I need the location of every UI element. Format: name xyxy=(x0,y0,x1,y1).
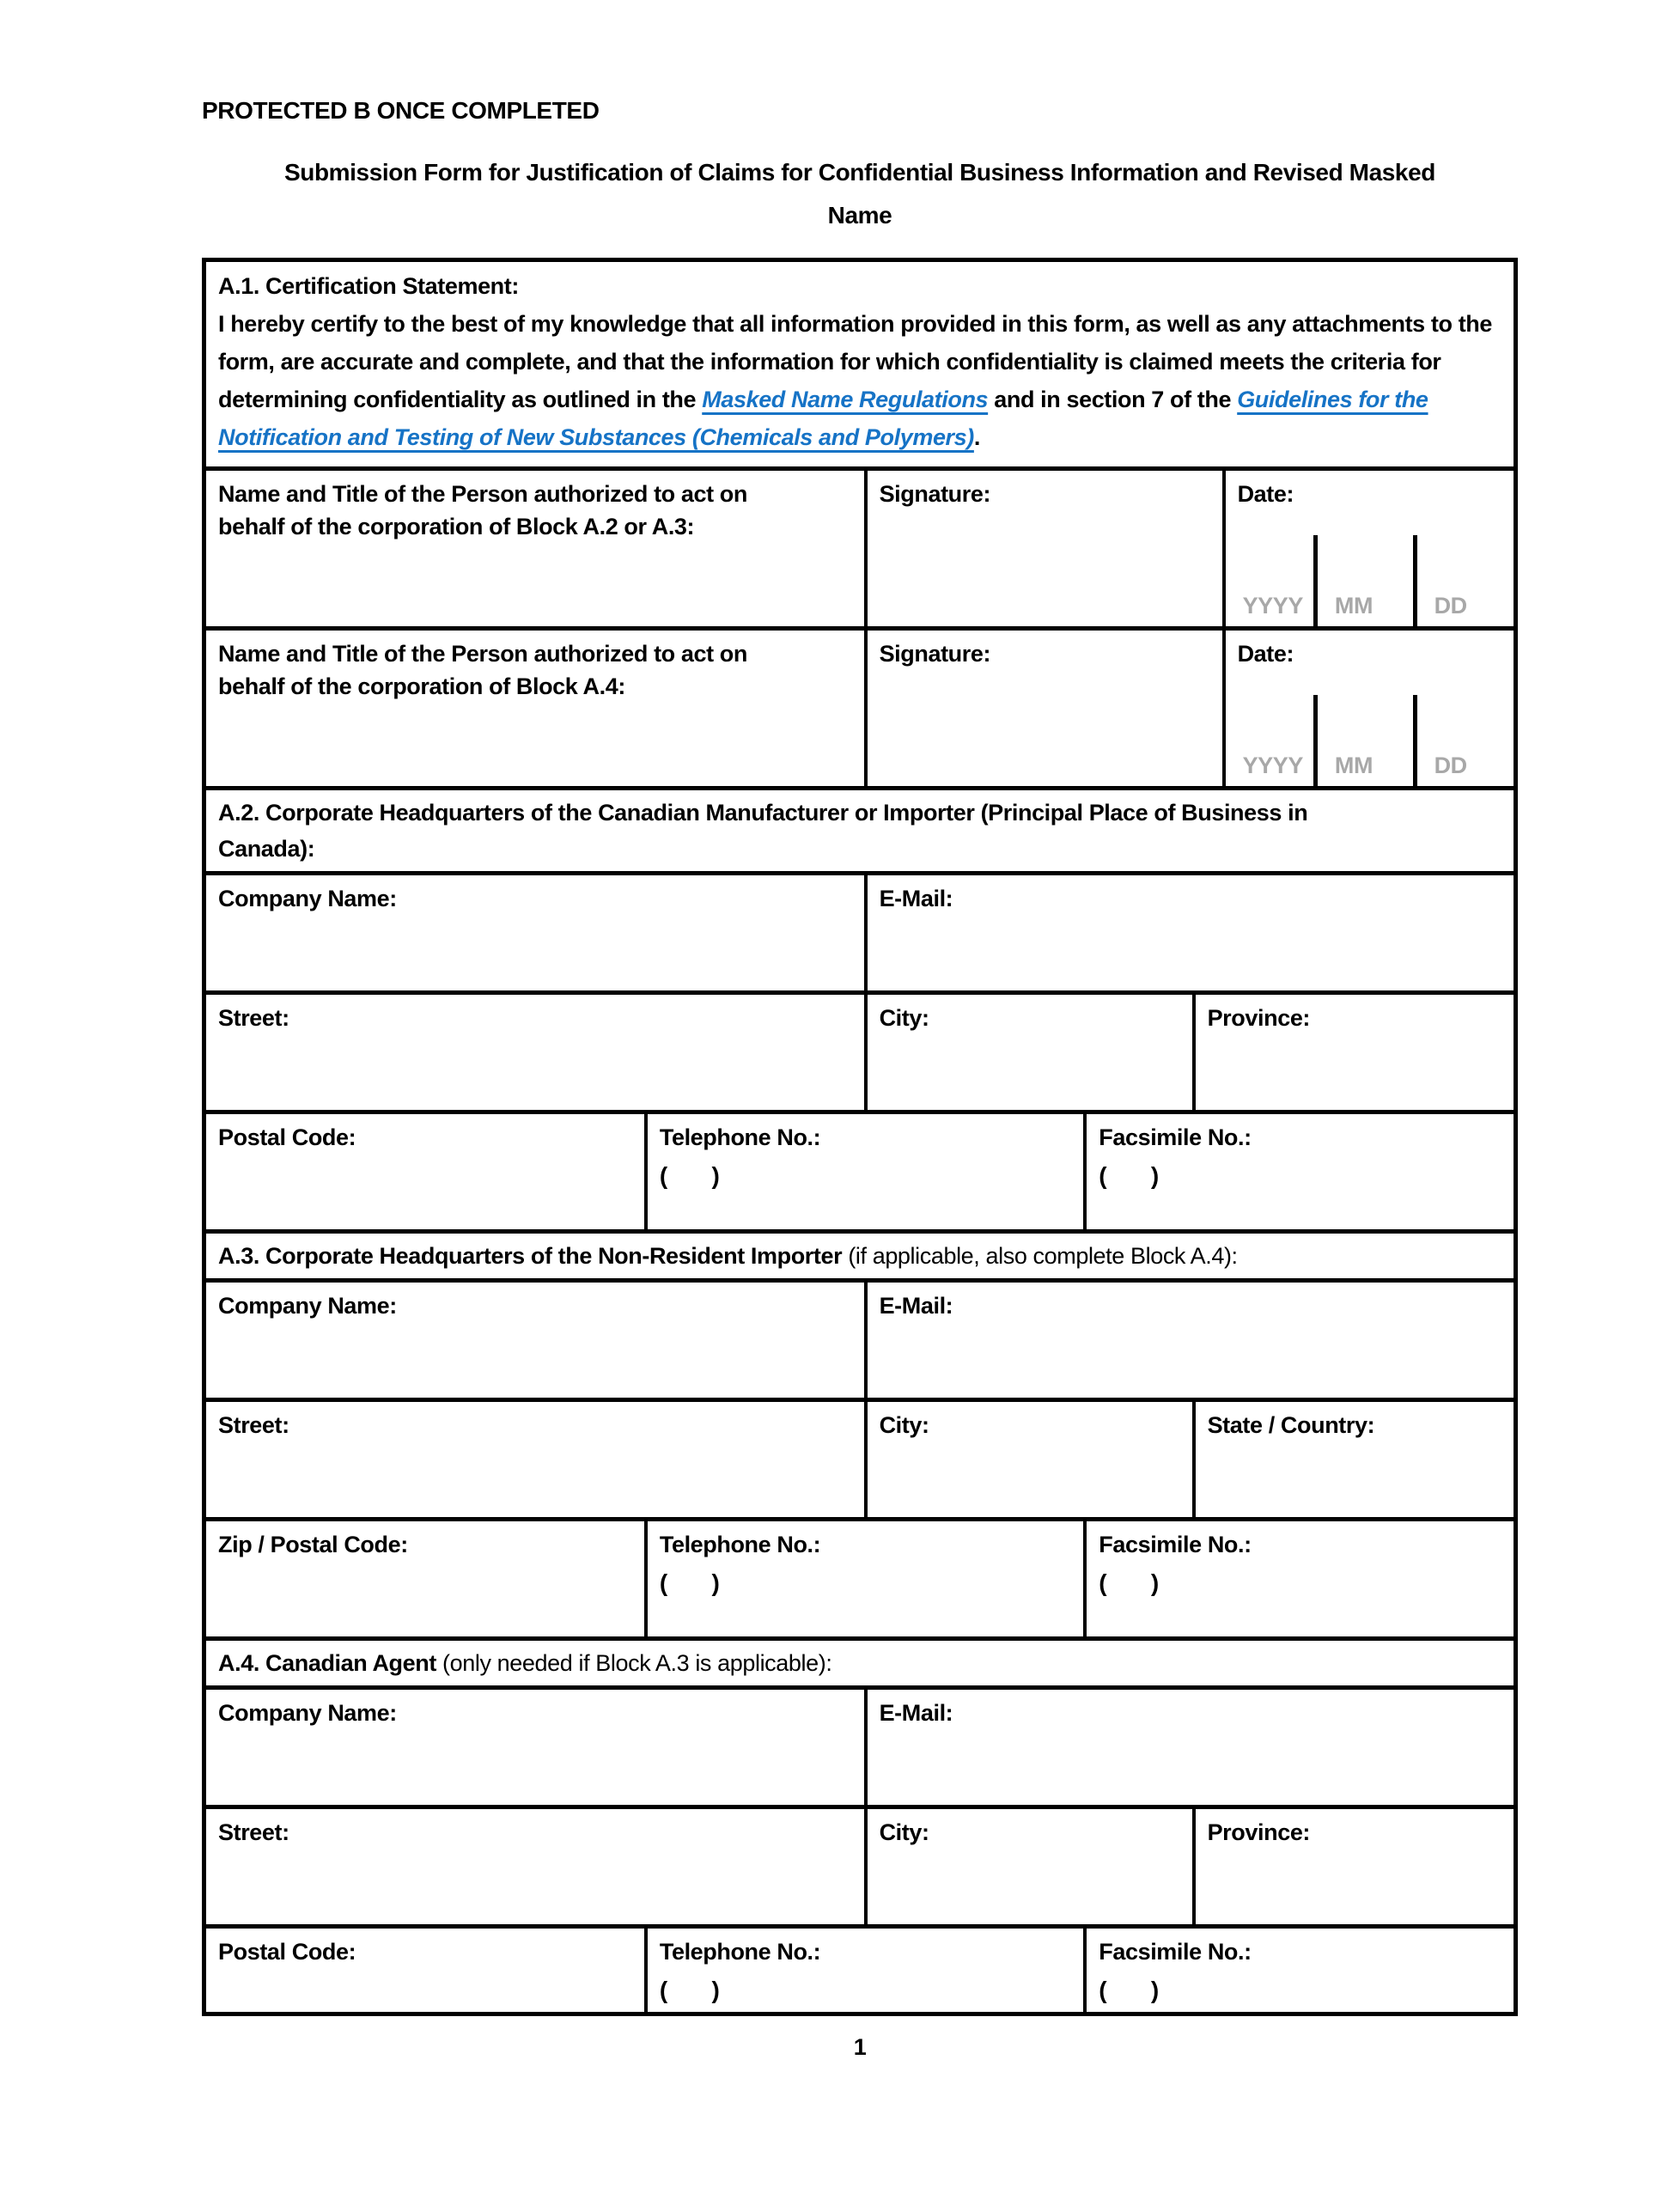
a3-state-country-field[interactable] xyxy=(1192,1402,1514,1517)
sig2-month-box[interactable] xyxy=(1313,695,1413,786)
sig1-name-title-label: Name and Title of the Person authorized to act on behalf of the corporation of Block A.2 or A.3: xyxy=(218,481,747,539)
a4-city-label: City: xyxy=(879,1819,929,1845)
a3-email-label: E-Mail: xyxy=(879,1293,953,1319)
a2-email-field[interactable] xyxy=(864,875,1514,990)
a3-street-label: Street: xyxy=(218,1412,289,1438)
a2-city-label: City: xyxy=(879,1005,929,1031)
a4-company-name-field[interactable] xyxy=(206,1690,864,1805)
sig1-month-box[interactable] xyxy=(1313,535,1413,626)
form-title-line2: Name xyxy=(827,202,892,229)
sig2-name-title-field[interactable] xyxy=(206,631,864,786)
a3-row-postal-phone-fax xyxy=(206,1521,1514,1641)
a4-email-label: E-Mail: xyxy=(879,1700,953,1726)
a4-telephone-field[interactable] xyxy=(644,1929,1083,2012)
signature-row-1 xyxy=(206,471,1514,631)
certification-text-intro: I hereby certify to the best of my knowledge that all information provided in this form, as well as any attachments to the form, are accurate and complete, and that the information for which confidentiality is claimed meets the criteria for determining confidentiality as outlined in the xyxy=(218,311,1492,412)
masked-name-regulations-link[interactable]: Masked Name Regulations xyxy=(702,387,989,412)
mm-placeholder: MM xyxy=(1334,753,1374,778)
a4-city-field[interactable] xyxy=(864,1809,1192,1924)
certification-statement-cell xyxy=(206,262,1514,466)
a2-facsimile-area-code-parens: ( ) xyxy=(1099,1162,1159,1189)
a4-facsimile-field[interactable] xyxy=(1083,1929,1514,2012)
sig2-date-label: Date: xyxy=(1237,641,1294,667)
a4-telephone-area-code-parens: ( ) xyxy=(659,1977,720,2003)
a2-row-street-city-province xyxy=(206,995,1514,1114)
sig2-date-boxes xyxy=(1226,695,1514,786)
sig1-date-label: Date: xyxy=(1237,481,1294,507)
a2-telephone-area-code-parens: ( ) xyxy=(659,1162,720,1189)
yyyy-placeholder: YYYY xyxy=(1242,753,1304,778)
protected-classification-label: PROTECTED B ONCE COMPLETED xyxy=(202,97,600,124)
a3-facsimile-field[interactable] xyxy=(1083,1521,1514,1636)
a3-heading-bold: A.3. Corporate Headquarters of the Non-Resident Importer xyxy=(218,1243,849,1269)
a2-postal-code-label: Postal Code: xyxy=(218,1124,356,1150)
yyyy-placeholder: YYYY xyxy=(1242,593,1304,619)
a2-province-label: Province: xyxy=(1207,1005,1311,1031)
a4-telephone-label: Telephone No.: xyxy=(659,1939,821,1965)
section-a3-heading-row xyxy=(206,1234,1514,1283)
a4-row-street-city-province xyxy=(206,1809,1514,1929)
sig1-date-boxes xyxy=(1226,535,1514,626)
a4-facsimile-label: Facsimile No.: xyxy=(1099,1939,1252,1965)
form-table xyxy=(202,258,1518,2016)
guidelines-new-substances-link[interactable]: Guidelines for the Notification and Testing of New Substances (Chemicals and Polymers) xyxy=(218,387,1428,450)
a4-postal-code-label: Postal Code: xyxy=(218,1939,356,1965)
a2-facsimile-label: Facsimile No.: xyxy=(1099,1124,1252,1150)
a2-city-field[interactable] xyxy=(864,995,1192,1110)
mm-placeholder: MM xyxy=(1334,593,1374,619)
a3-telephone-area-code-parens: ( ) xyxy=(659,1569,720,1596)
a4-street-field[interactable] xyxy=(206,1809,864,1924)
a2-company-name-field[interactable] xyxy=(206,875,864,990)
sig2-year-box[interactable] xyxy=(1226,695,1313,786)
a3-street-field[interactable] xyxy=(206,1402,864,1517)
a3-facsimile-area-code-parens: ( ) xyxy=(1099,1569,1159,1596)
form-title-line1: Submission Form for Justification of Claims for Confidential Business Information and Revised Masked xyxy=(284,159,1435,186)
a2-heading: A.2. Corporate Headquarters of the Canadian Manufacturer or Importer (Principal Place of Business in Canada): xyxy=(218,800,1308,862)
a3-row-street-city-state xyxy=(206,1402,1514,1521)
sig1-year-box[interactable] xyxy=(1226,535,1313,626)
a3-company-name-field[interactable] xyxy=(206,1283,864,1398)
signature-row-2 xyxy=(206,631,1514,790)
a2-telephone-field[interactable] xyxy=(644,1114,1083,1229)
a3-email-field[interactable] xyxy=(864,1283,1514,1398)
a3-heading-note: (if applicable, also complete Block A.4): xyxy=(848,1243,1238,1269)
a4-row-postal-phone-fax xyxy=(206,1929,1514,2012)
section-a4-heading-row xyxy=(206,1641,1514,1690)
a4-row-company-email xyxy=(206,1690,1514,1809)
sig1-date-field[interactable] xyxy=(1222,471,1514,626)
a2-street-field[interactable] xyxy=(206,995,864,1110)
a2-company-name-label: Company Name: xyxy=(218,886,397,911)
a3-zip-postal-code-field[interactable] xyxy=(206,1521,644,1636)
sig1-signature-label: Signature: xyxy=(879,481,991,507)
a3-telephone-field[interactable] xyxy=(644,1521,1083,1636)
sig1-name-title-field[interactable] xyxy=(206,471,864,626)
section-a2-heading-row xyxy=(206,790,1514,875)
a4-facsimile-area-code-parens: ( ) xyxy=(1099,1977,1159,2003)
a3-state-country-label: State / Country: xyxy=(1207,1412,1375,1438)
sig2-signature-label: Signature: xyxy=(879,641,991,667)
page-number: 1 xyxy=(853,2034,867,2060)
a3-heading xyxy=(206,1234,1514,1278)
a2-postal-code-field[interactable] xyxy=(206,1114,644,1229)
certification-heading: A.1. Certification Statement: xyxy=(218,273,519,299)
a4-province-label: Province: xyxy=(1207,1819,1311,1845)
dd-placeholder: DD xyxy=(1434,593,1467,619)
a3-city-label: City: xyxy=(879,1412,929,1438)
dd-placeholder: DD xyxy=(1434,753,1467,778)
a4-email-field[interactable] xyxy=(864,1690,1514,1805)
sig1-day-box[interactable] xyxy=(1413,535,1514,626)
a2-row-company-email xyxy=(206,875,1514,995)
a4-street-label: Street: xyxy=(218,1819,289,1845)
certification-text-middle: and in section 7 of the xyxy=(988,387,1238,412)
a4-heading xyxy=(206,1641,1514,1685)
a2-facsimile-field[interactable] xyxy=(1083,1114,1514,1229)
a2-province-field[interactable] xyxy=(1192,995,1514,1110)
a2-row-postal-phone-fax xyxy=(206,1114,1514,1234)
sig1-signature-field[interactable] xyxy=(864,471,1222,626)
a2-email-label: E-Mail: xyxy=(879,886,953,911)
certification-text xyxy=(218,305,1501,456)
a3-city-field[interactable] xyxy=(864,1402,1192,1517)
a2-telephone-label: Telephone No.: xyxy=(659,1124,821,1150)
a4-province-field[interactable] xyxy=(1192,1809,1514,1924)
certification-text-end: . xyxy=(973,424,980,450)
a3-zip-postal-code-label: Zip / Postal Code: xyxy=(218,1532,408,1557)
form-title xyxy=(202,151,1518,237)
sig2-signature-field[interactable] xyxy=(864,631,1222,786)
sig2-name-title-label: Name and Title of the Person authorized to act on behalf of the corporation of Block A.4: xyxy=(218,641,747,699)
a3-row-company-email xyxy=(206,1283,1514,1402)
a3-company-name-label: Company Name: xyxy=(218,1293,397,1319)
a4-company-name-label: Company Name: xyxy=(218,1700,397,1726)
form-page xyxy=(202,0,1518,2016)
sig2-date-field[interactable] xyxy=(1222,631,1514,786)
a3-telephone-label: Telephone No.: xyxy=(659,1532,821,1557)
section-a1-row xyxy=(206,262,1514,471)
a3-facsimile-label: Facsimile No.: xyxy=(1099,1532,1252,1557)
a2-street-label: Street: xyxy=(218,1005,289,1031)
a4-heading-bold: A.4. Canadian Agent xyxy=(218,1650,443,1676)
sig2-day-box[interactable] xyxy=(1413,695,1514,786)
a4-heading-note: (only needed if Block A.3 is applicable): xyxy=(442,1650,832,1676)
a4-postal-code-field[interactable] xyxy=(206,1929,644,2012)
